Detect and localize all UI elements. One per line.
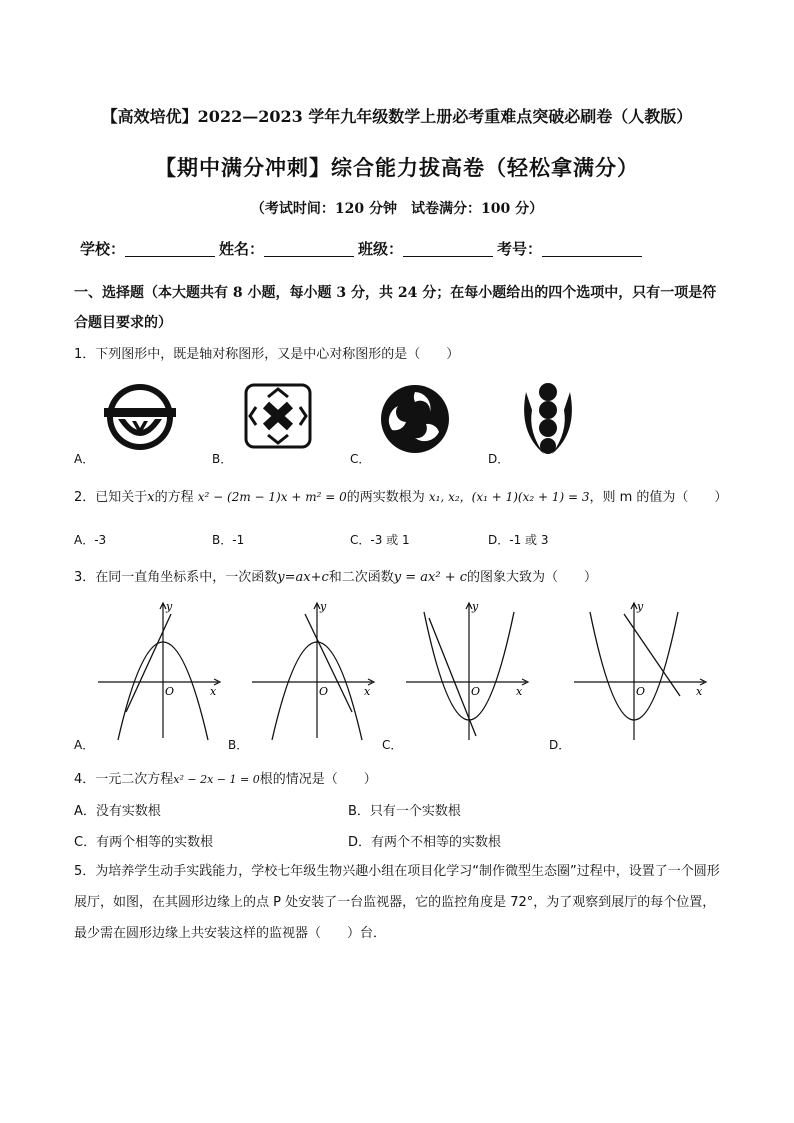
q1-option-c[interactable]: C．	[350, 452, 371, 466]
q1-figure-d	[518, 382, 578, 458]
q1-figure-b	[244, 383, 314, 449]
q1-option-a[interactable]: A．	[74, 452, 95, 466]
q4-option-b[interactable]: B．只有一个实数根	[348, 804, 461, 819]
q4-stem: 4．一元二次方程x² − 2x − 1 = 0根的情况是（ ）	[74, 772, 377, 787]
q3-option-c[interactable]: C．	[382, 738, 403, 752]
q4-option-c[interactable]: C．有两个相等的实数根	[74, 835, 214, 850]
q3-graph-a	[96, 600, 226, 745]
paper-header: 【高效培优】2022—2023 学年九年级数学上册必考重难点突破必刷卷（人教版）	[101, 107, 693, 126]
q4-equation: x² − 2x − 1 = 0	[173, 773, 260, 786]
axis-y-label: y	[637, 600, 644, 613]
q3-option-d[interactable]: D．	[549, 738, 571, 752]
origin-label: O	[471, 685, 481, 698]
field-line	[125, 242, 215, 257]
q1-option-d[interactable]: D．	[488, 452, 510, 466]
q3-graph-d	[572, 600, 712, 745]
axis-x-label: x	[696, 685, 703, 698]
q5-stem: 5．为培养学生动手实践能力，学校七年级生物兴趣小组在项目化学习“制作微型生态圈”过程中，设置了一个圆形展厅，如图，在其圆形边缘上的点 P 处安装了一台监视器，它的监控角度是 72°，为了观察到展厅的每个位置，最少需在圆形边缘上共安装这样的监视器（ ）台．	[74, 864, 720, 941]
origin-label: O	[165, 685, 175, 698]
axis-x-label: x	[364, 685, 371, 698]
axis-x-label: x	[210, 685, 217, 698]
q2-option-a[interactable]: A．-3	[74, 533, 107, 547]
exam-info: （考试时间：120 分钟 试卷满分：100 分）	[250, 201, 544, 217]
field-name[interactable]: 姓名：	[219, 238, 358, 259]
field-exam-number[interactable]: 考号：	[497, 238, 646, 259]
paper-title: 【期中满分冲刺】综合能力拔高卷（轻松拿满分）	[155, 155, 639, 180]
q2-option-d[interactable]: D．-1 或 3	[488, 533, 549, 547]
q3-stem: 3．在同一直角坐标系中，一次函数y=ax+c和二次函数y = ax² + c的图象大致为（ ）	[74, 570, 598, 585]
origin-label: O	[636, 685, 646, 698]
axis-y-label: y	[166, 600, 173, 613]
field-school[interactable]: 学校：	[80, 238, 219, 259]
q3-option-a[interactable]: A．	[74, 738, 95, 752]
q1-option-b[interactable]: B．	[212, 452, 233, 466]
origin-label: O	[319, 685, 329, 698]
q1-figure-a	[102, 383, 178, 451]
q4-option-d[interactable]: D．有两个不相等的实数根	[348, 835, 502, 850]
student-fields	[80, 238, 646, 259]
q1-stem: 1．下列图形中，既是轴对称图形，又是中心对称图形的是（ ）	[74, 347, 460, 362]
q3-option-b[interactable]: B．	[228, 738, 249, 752]
axis-y-label: y	[472, 600, 479, 613]
field-class[interactable]: 班级：	[358, 238, 497, 259]
q2-option-b[interactable]: B．-1	[212, 533, 245, 547]
q2-stem: 2．已知关于x的方程 x² − (2m − 1)x + m² = 0的两实数根为 x₁, x₂，(x₁ + 1)(x₂ + 1) = 3，则 m 的值为（ ）	[74, 490, 728, 505]
q3-graph-b	[250, 600, 380, 745]
field-line	[403, 242, 493, 257]
q2-option-c[interactable]: C．-3 或 1	[350, 533, 410, 547]
axis-x-label: x	[516, 685, 523, 698]
axis-y-label: y	[320, 600, 327, 613]
q4-option-a[interactable]: A．没有实数根	[74, 804, 161, 819]
q3-graph-c	[404, 600, 534, 745]
q2-equation: x² − (2m − 1)x + m² = 0	[197, 490, 347, 504]
section-heading: 一、选择题（本大题共有 8 小题，每小题 3 分，共 24 分；在每小题给出的四个选项中，只有一项是符合题目要求的）	[74, 285, 717, 331]
q2-condition: ，(x₁ + 1)(x₂ + 1) = 3	[459, 490, 590, 504]
q1-figure-c	[380, 384, 450, 454]
field-line	[542, 242, 642, 257]
field-line	[264, 242, 354, 257]
